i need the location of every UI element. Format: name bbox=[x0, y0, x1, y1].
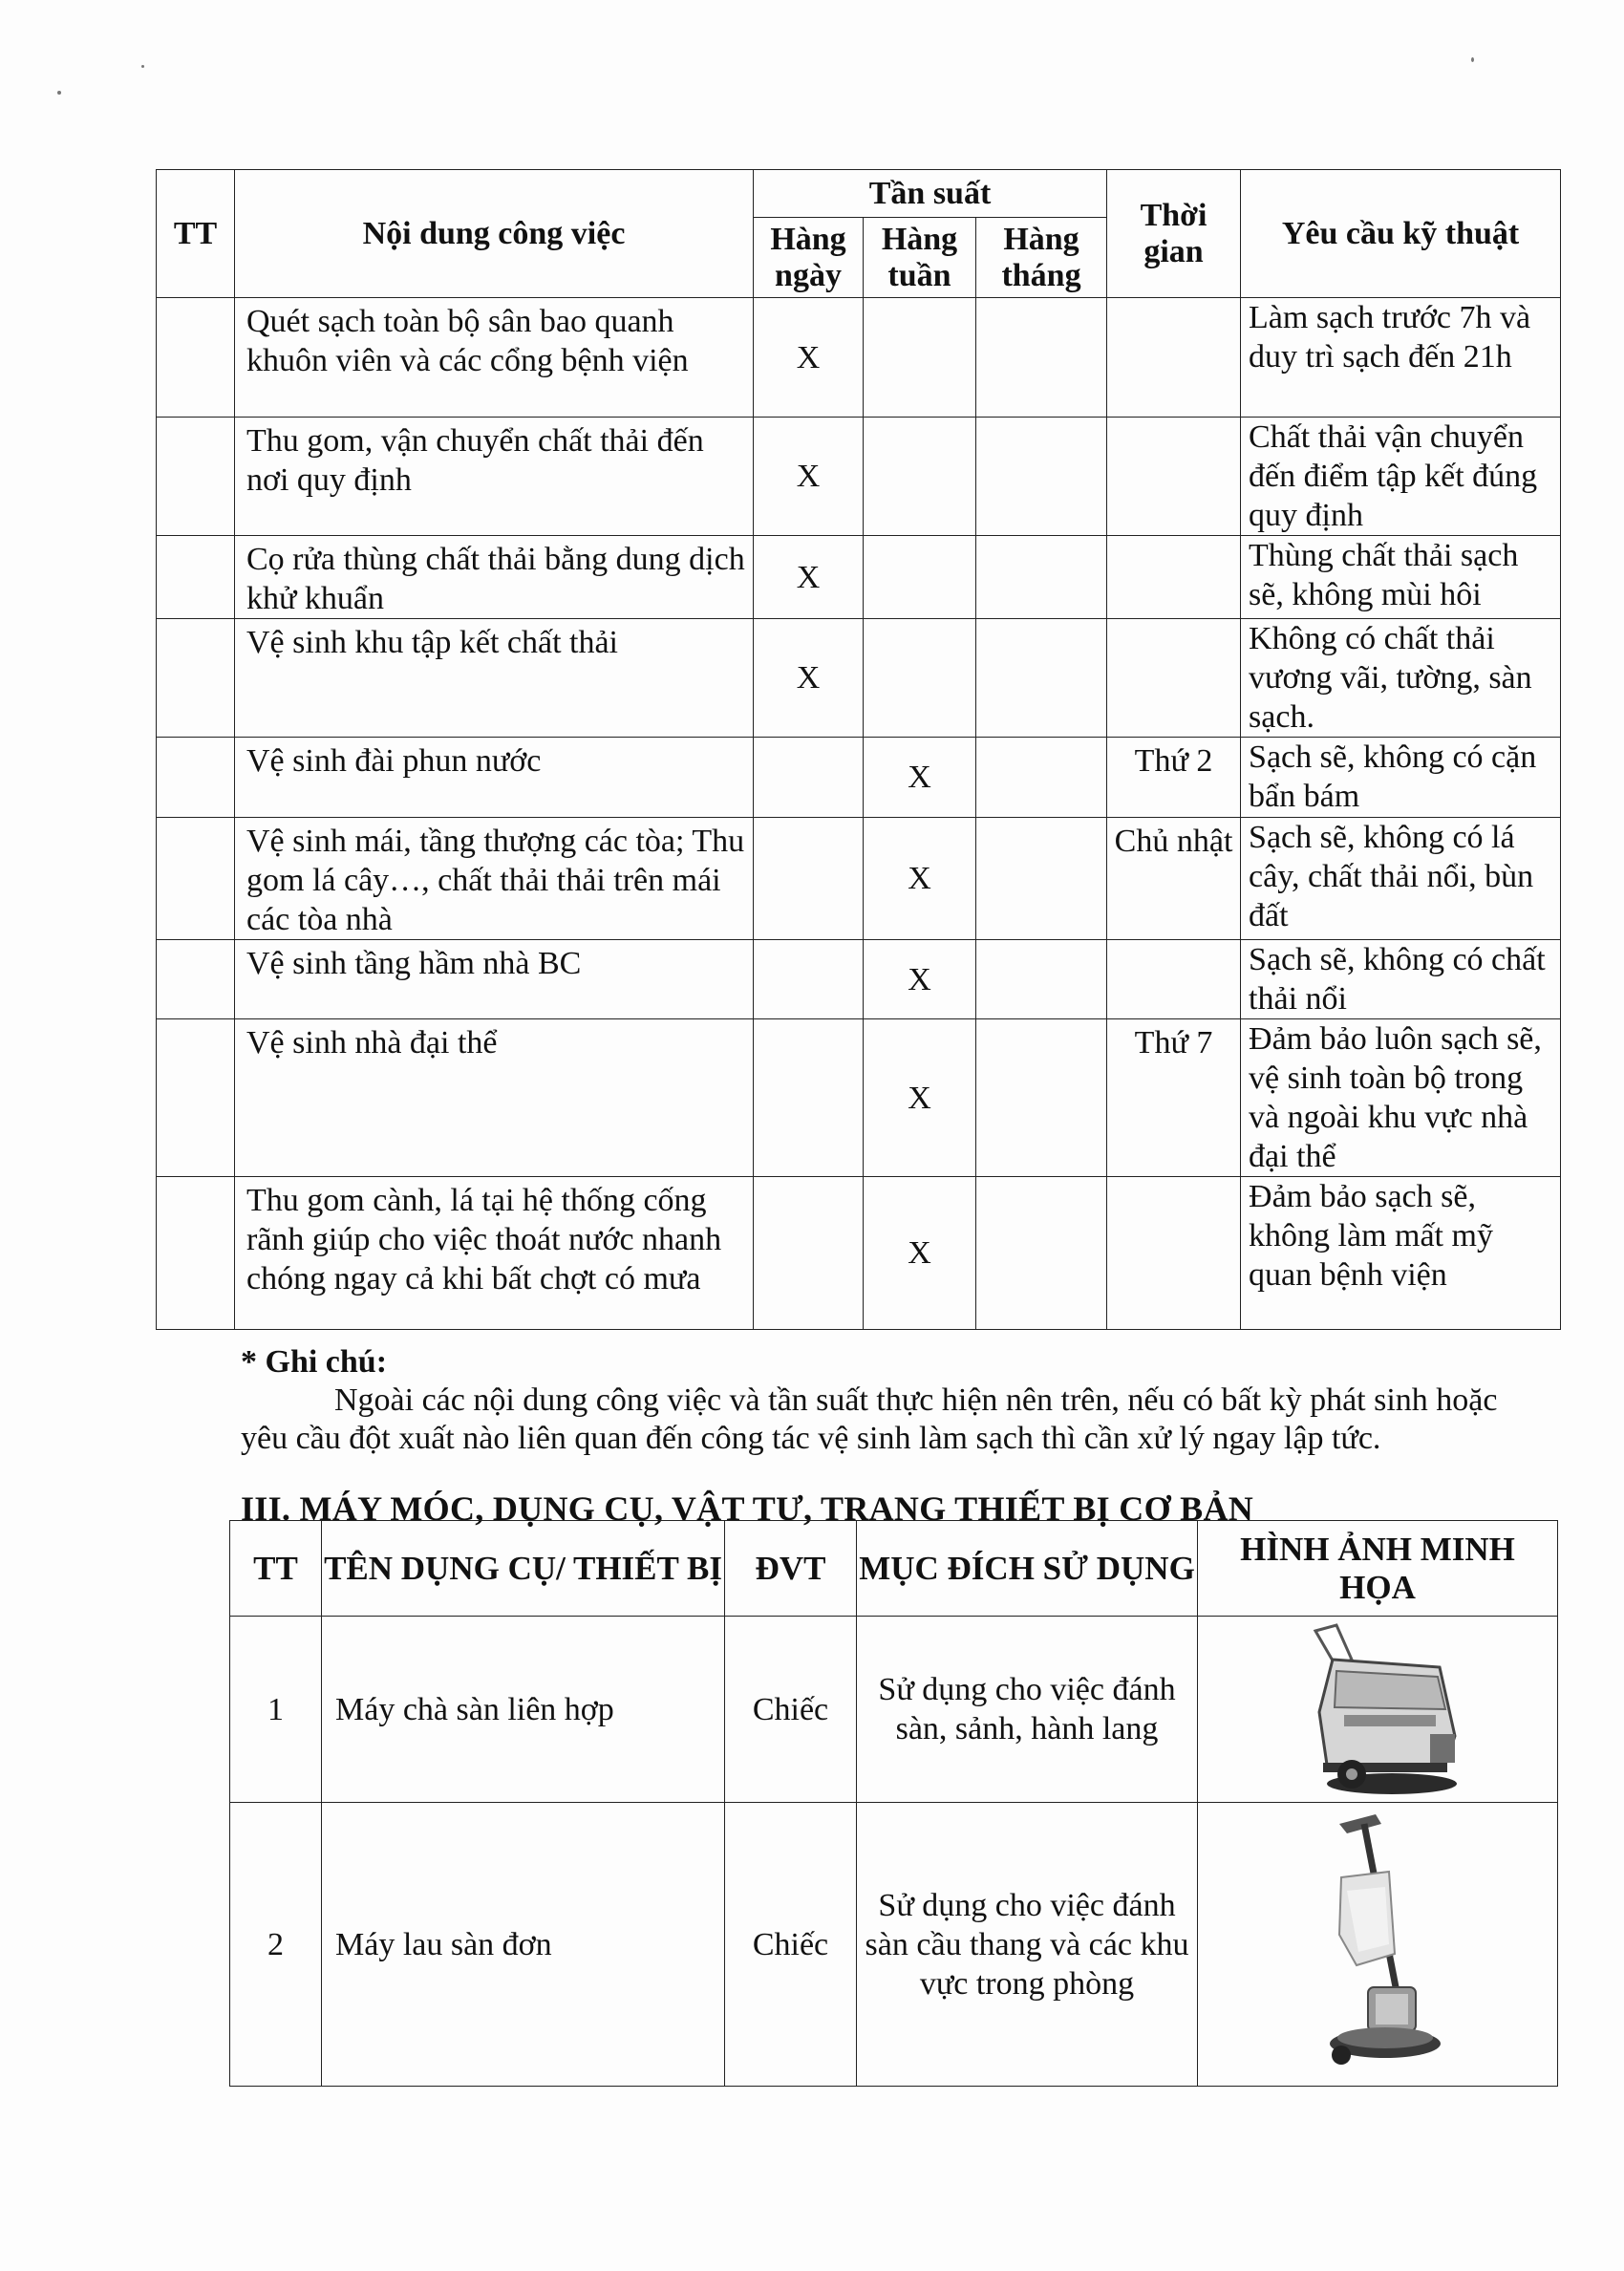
monthly-cell bbox=[976, 418, 1107, 536]
header-content: Nội dung công việc bbox=[235, 170, 754, 298]
equip-unit: Chiếc bbox=[725, 1803, 857, 2087]
equip-unit: Chiếc bbox=[725, 1617, 857, 1803]
weekly-cell bbox=[864, 536, 976, 619]
table-row bbox=[157, 738, 1561, 818]
note-block bbox=[241, 1343, 1540, 1458]
time-cell bbox=[1107, 418, 1241, 536]
note-body: Ngoài các nội dung công việc và tần suất thực hiện nên trên, nếu có bất kỳ phát sinh hoặc yêu cầu đột xuất nào liên quan đến công tác vệ sinh làm sạch thì cần xử lý ngay lập tức. bbox=[241, 1382, 1498, 1456]
row-tt bbox=[157, 818, 235, 940]
time-cell: Thứ 2 bbox=[1107, 738, 1241, 818]
weekly-cell: X bbox=[864, 1177, 976, 1330]
floor-scrubber-machine-icon bbox=[1277, 1621, 1478, 1798]
weekly-cell: X bbox=[864, 940, 976, 1019]
scan-speck bbox=[1471, 57, 1474, 62]
row-tt bbox=[157, 738, 235, 818]
weekly-cell: X bbox=[864, 738, 976, 818]
weekly-cell: X bbox=[864, 818, 976, 940]
monthly-cell bbox=[976, 536, 1107, 619]
equip-purpose: Sử dụng cho việc đánh sàn cầu thang và các khu vực trong phòng bbox=[857, 1803, 1198, 2087]
note-title: * Ghi chú: bbox=[241, 1344, 388, 1380]
task-cell: Vệ sinh nhà đại thể bbox=[235, 1019, 754, 1177]
row-tt bbox=[157, 619, 235, 738]
requirement-cell: Thùng chất thải sạch sẽ, không mùi hôi bbox=[1241, 536, 1561, 619]
monthly-cell bbox=[976, 738, 1107, 818]
table-row bbox=[157, 818, 1561, 940]
task-cell: Quét sạch toàn bộ sân bao quanh khuôn viên và các cổng bệnh viện bbox=[235, 298, 754, 418]
time-cell: Chủ nhật bbox=[1107, 818, 1241, 940]
equipment-table bbox=[229, 1520, 1558, 2087]
equip-name: Máy lau sàn đơn bbox=[322, 1803, 725, 2087]
header-time: Thời gian bbox=[1107, 170, 1241, 298]
equipment-row bbox=[230, 1803, 1558, 2087]
single-disc-floor-machine-icon bbox=[1301, 1810, 1454, 2078]
header-monthly: Hàng tháng bbox=[976, 218, 1107, 298]
daily-cell bbox=[754, 940, 864, 1019]
requirement-cell: Đảm bảo luôn sạch sẽ, vệ sinh toàn bộ trong và ngoài khu vực nhà đại thể bbox=[1241, 1019, 1561, 1177]
requirement-cell: Không có chất thải vương vãi, tường, sàn sạch. bbox=[1241, 619, 1561, 738]
monthly-cell bbox=[976, 940, 1107, 1019]
header-frequency: Tần suất bbox=[754, 170, 1107, 218]
header-tt: TT bbox=[157, 170, 235, 298]
equip-header-unit: ĐVT bbox=[725, 1521, 857, 1617]
weekly-cell bbox=[864, 298, 976, 418]
time-cell bbox=[1107, 298, 1241, 418]
table-row bbox=[157, 418, 1561, 536]
scan-speck bbox=[141, 65, 144, 68]
time-cell bbox=[1107, 619, 1241, 738]
daily-cell bbox=[754, 738, 864, 818]
equip-name: Máy chà sàn liên hợp bbox=[322, 1617, 725, 1803]
equip-header-tt: TT bbox=[230, 1521, 322, 1617]
equip-image-cell bbox=[1198, 1803, 1558, 2087]
daily-cell: X bbox=[754, 298, 864, 418]
header-requirement: Yêu cầu kỹ thuật bbox=[1241, 170, 1561, 298]
task-cell: Cọ rửa thùng chất thải bằng dung dịch khử khuẩn bbox=[235, 536, 754, 619]
task-cell: Vệ sinh khu tập kết chất thải bbox=[235, 619, 754, 738]
row-tt bbox=[157, 1019, 235, 1177]
daily-cell bbox=[754, 818, 864, 940]
equip-purpose: Sử dụng cho việc đánh sàn, sảnh, hành lang bbox=[857, 1617, 1198, 1803]
time-cell bbox=[1107, 536, 1241, 619]
row-tt bbox=[157, 940, 235, 1019]
monthly-cell bbox=[976, 298, 1107, 418]
row-tt bbox=[157, 418, 235, 536]
scan-speck bbox=[57, 91, 61, 95]
section-3-heading: III. MÁY MÓC, DỤNG CỤ, VẬT TƯ, TRANG THIẾT BỊ CƠ BẢN bbox=[241, 1489, 1254, 1528]
table-row bbox=[157, 619, 1561, 738]
task-cell: Vệ sinh mái, tầng thượng các tòa; Thu gom lá cây…, chất thải thải trên mái các tòa nhà bbox=[235, 818, 754, 940]
equip-image-cell bbox=[1198, 1617, 1558, 1803]
equip-header-name: TÊN DỤNG CỤ/ THIẾT BỊ bbox=[322, 1521, 725, 1617]
table-row bbox=[157, 1019, 1561, 1177]
table-row bbox=[157, 940, 1561, 1019]
equip-tt: 1 bbox=[230, 1617, 322, 1803]
requirement-cell: Làm sạch trước 7h và duy trì sạch đến 21h bbox=[1241, 298, 1561, 418]
monthly-cell bbox=[976, 818, 1107, 940]
time-cell bbox=[1107, 940, 1241, 1019]
monthly-cell bbox=[976, 1019, 1107, 1177]
requirement-cell: Chất thải vận chuyển đến điểm tập kết đúng quy định bbox=[1241, 418, 1561, 536]
equip-header-image: HÌNH ẢNH MINH HỌA bbox=[1198, 1521, 1558, 1617]
daily-cell: X bbox=[754, 418, 864, 536]
equip-header-purpose: MỤC ĐÍCH SỬ DỤNG bbox=[857, 1521, 1198, 1617]
equip-tt: 2 bbox=[230, 1803, 322, 2087]
requirement-cell: Sạch sẽ, không có lá cây, chất thải nổi, bùn đất bbox=[1241, 818, 1561, 940]
daily-cell bbox=[754, 1019, 864, 1177]
weekly-cell bbox=[864, 418, 976, 536]
daily-cell: X bbox=[754, 619, 864, 738]
task-cell: Thu gom, vận chuyển chất thải đến nơi quy định bbox=[235, 418, 754, 536]
requirement-cell: Sạch sẽ, không có cặn bẩn bám bbox=[1241, 738, 1561, 818]
task-cell: Thu gom cành, lá tại hệ thống cống rãnh giúp cho việc thoát nước nhanh chóng ngay cả khi bất chợt có mưa bbox=[235, 1177, 754, 1330]
header-daily: Hàng ngày bbox=[754, 218, 864, 298]
table-row bbox=[157, 1177, 1561, 1330]
row-tt bbox=[157, 536, 235, 619]
monthly-cell bbox=[976, 619, 1107, 738]
time-cell bbox=[1107, 1177, 1241, 1330]
table-row bbox=[157, 298, 1561, 418]
requirement-cell: Sạch sẽ, không có chất thải nổi bbox=[1241, 940, 1561, 1019]
requirement-cell: Đảm bảo sạch sẽ, không làm mất mỹ quan bệnh viện bbox=[1241, 1177, 1561, 1330]
cleaning-schedule-table bbox=[156, 169, 1561, 1330]
table-row bbox=[157, 536, 1561, 619]
time-cell: Thứ 7 bbox=[1107, 1019, 1241, 1177]
task-cell: Vệ sinh tầng hầm nhà BC bbox=[235, 940, 754, 1019]
row-tt bbox=[157, 1177, 235, 1330]
equipment-row bbox=[230, 1617, 1558, 1803]
header-weekly: Hàng tuần bbox=[864, 218, 976, 298]
weekly-cell bbox=[864, 619, 976, 738]
row-tt bbox=[157, 298, 235, 418]
monthly-cell bbox=[976, 1177, 1107, 1330]
daily-cell bbox=[754, 1177, 864, 1330]
weekly-cell: X bbox=[864, 1019, 976, 1177]
daily-cell: X bbox=[754, 536, 864, 619]
task-cell: Vệ sinh đài phun nước bbox=[235, 738, 754, 818]
